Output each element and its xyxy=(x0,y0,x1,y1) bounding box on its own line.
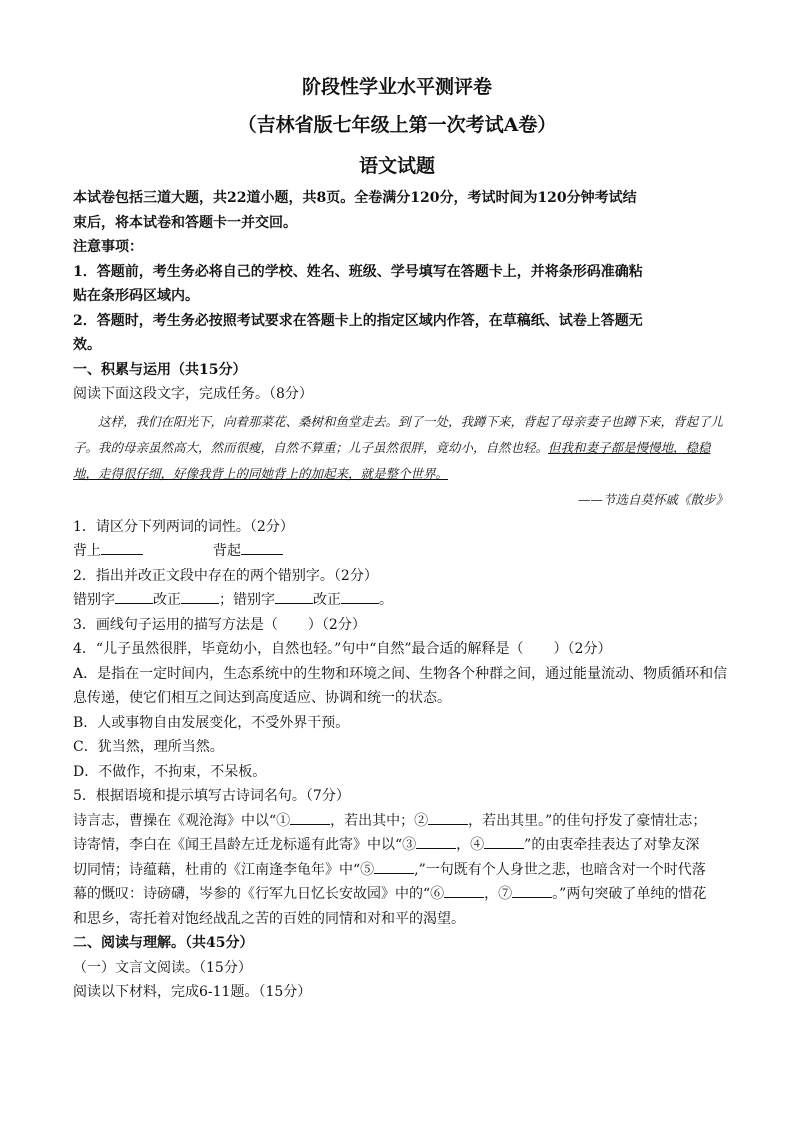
poem-text: ，若出其里。”的佳句抒发了豪情壮志； xyxy=(468,812,707,829)
word-label: 背起 xyxy=(213,543,241,559)
answer-blank[interactable] xyxy=(115,589,153,604)
subject-title: 语文试题 xyxy=(358,155,435,177)
question-text: ）（2分） xyxy=(307,616,366,633)
poem-text: 。”两句突破了单纯的惜花 xyxy=(552,886,707,902)
notice-item: 效。 xyxy=(73,337,101,353)
question-5: 5．根据语境和提示填写古诗词名句。（7分） xyxy=(73,788,350,804)
subsection-title: （一）文言文阅读。（15分） xyxy=(73,959,252,976)
answer-blank[interactable] xyxy=(484,834,524,849)
label-wrong-char: 错别字 xyxy=(73,592,115,608)
answer-blank[interactable] xyxy=(416,834,456,849)
poem-text: ，④ xyxy=(456,837,485,853)
exam-title: 阶段性学业水平测评卷 xyxy=(301,76,492,98)
passage-source: ——节选自莫怀戚《散步》 xyxy=(577,491,728,507)
intro-line: 本试卷包括三道大题，共22道小题，共8页。全卷满分120分，考试时间为120分钟考试结 xyxy=(73,190,637,206)
poem-text: ，若出其中；② xyxy=(330,812,429,829)
option-c: C．犹当然，理所当然。 xyxy=(73,739,224,755)
question-3 xyxy=(73,613,728,638)
label-wrong-char: 错别字 xyxy=(233,592,275,608)
answer-blank[interactable] xyxy=(444,883,484,898)
word-label: 背上 xyxy=(73,543,101,559)
notice-item: 1．答题前，考生务必将自己的学校、姓名、班级、学号填写在答题卡上，并将条形码准确粘 xyxy=(73,263,643,280)
label-correction: 改正 xyxy=(153,592,181,608)
poem-line xyxy=(73,858,728,883)
option-b: B．人或事物自由发展变化，不受外界干预。 xyxy=(73,714,350,731)
notice-item: 2．答题时，考生务必按照考试要求在答题卡上的指定区域内作答，在草稿纸、试卷上答题无 xyxy=(73,312,643,329)
question-4 xyxy=(73,637,728,662)
answer-blank[interactable] xyxy=(241,540,283,555)
poem-line xyxy=(73,833,728,858)
poem-line xyxy=(73,882,728,907)
instruction: 阅读以下材料，完成6-11题。（15分） xyxy=(73,984,312,1000)
separator: 。 xyxy=(379,592,393,608)
question-2: 2．指出并改正文段中存在的两个错别字。（2分） xyxy=(73,567,378,584)
separator: ； xyxy=(219,592,233,608)
question-2-blanks xyxy=(73,588,728,613)
option-a-cont: 息传递，使它们相互之间达到高度适应、协调和统一的状态。 xyxy=(73,690,451,706)
answer-blank[interactable] xyxy=(290,810,330,825)
poem-text: 幕的慨叹：诗磅礴，岑参的《行军九日忆长安故园》中的“⑥ xyxy=(73,886,445,902)
poem-text: 诗寄情，李白在《闻王昌龄左迁龙标遥有此寄》中以“③ xyxy=(73,837,417,853)
poem-line: 和思乡，寄托着对饱经战乱之苦的百姓的同情和对和平的渴望。 xyxy=(73,910,465,927)
section-title: 一、积累与运用（共15分） xyxy=(73,361,247,378)
reading-passage xyxy=(73,409,728,487)
exam-subtitle: （吉林省版七年级上第一次考试A卷） xyxy=(237,114,557,136)
question-1: 1．请区分下列两词的词性。（2分） xyxy=(73,518,294,535)
question-text: 4．“儿子虽然很胖，毕竟幼小，自然也轻。”句中“自然”最合适的解释是（ xyxy=(73,641,524,657)
notice-item: 贴在条形码区域内。 xyxy=(73,288,199,304)
poem-text: 切同情；诗蕴藉，杜甫的《江南逢李龟年》中“⑤ xyxy=(73,861,375,878)
question-text: ）（2分） xyxy=(553,641,612,657)
question-text: 3．画线句子运用的描写方法是（ xyxy=(73,616,278,633)
answer-blank[interactable] xyxy=(512,883,552,898)
answer-blank[interactable] xyxy=(428,810,468,825)
underlined-sentence: 但我和妻子都是慢慢地，稳稳地，走得很仔细，好像我背上的同她背上的加起来，就是整个世界。 xyxy=(73,439,711,481)
poem-line xyxy=(73,809,728,834)
section-title: 二、阅读与理解。（共45分） xyxy=(73,935,254,951)
option-a: A．是指在一定时间内，生态系统中的生物和环境之间、生物各个种群之间，通过能量流动、物质循环和信 xyxy=(73,665,728,682)
poem-text: ，⑦ xyxy=(484,886,513,902)
passage-text: 这样，我们在阳光下，向着那菜花、桑树和鱼堂走去。到了一处，我蹲下来，背起了母亲妻子也蹲下来，背起了儿子。我的母亲虽然高大，然而很瘦，自然不算重；儿子虽然很胖，竟幼小，自然也轻。 xyxy=(73,413,724,455)
instruction: 阅读下面这段文字，完成任务。（8分） xyxy=(73,386,313,402)
poem-text: ”的由衷牵挂表达了对挚友深 xyxy=(524,837,700,853)
answer-blank[interactable] xyxy=(181,589,219,604)
option-d: D．不做作，不拘束，不呆板。 xyxy=(73,763,267,780)
answer-blank[interactable] xyxy=(275,589,313,604)
question-1-blanks xyxy=(73,539,728,564)
intro-line: 束后，将本试卷和答题卡一并交回。 xyxy=(73,214,297,231)
answer-blank[interactable] xyxy=(341,589,379,604)
answer-blank[interactable] xyxy=(374,859,414,874)
poem-text: 诗言志，曹操在《观沧海》中以“① xyxy=(73,812,291,829)
label-correction: 改正 xyxy=(313,592,341,608)
notice-title: 注意事项： xyxy=(73,239,143,255)
exam-content xyxy=(73,186,728,1005)
answer-blank[interactable] xyxy=(101,540,143,555)
poem-text: ,”一句既有个人身世之悲，也暗含对一个时代落 xyxy=(414,861,706,878)
